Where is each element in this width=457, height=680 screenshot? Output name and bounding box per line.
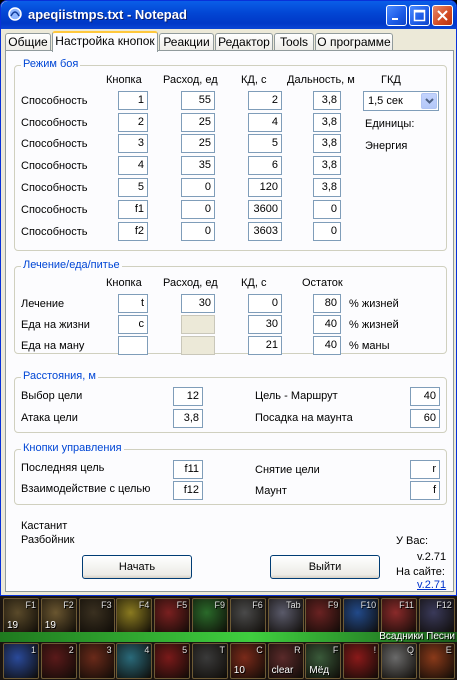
interact-label: Взаимодействие с целью (21, 483, 151, 495)
slot-keybind: F10 (360, 600, 377, 610)
ability-range-field[interactable]: 3,8 (313, 91, 341, 110)
close-icon (436, 9, 449, 22)
food-hp-key-field[interactable]: c (118, 315, 148, 334)
action-slot[interactable] (230, 598, 266, 634)
tab-editor[interactable]: Редактор (215, 33, 273, 51)
settings-panel (5, 50, 454, 592)
ability-range-field[interactable]: 3,8 (313, 113, 341, 132)
header-cost: Расход, ед (163, 74, 218, 86)
untarget-label: Снятие цели (255, 464, 320, 476)
healing-group (14, 259, 447, 354)
action-slot[interactable] (305, 598, 341, 634)
mount-label: Маунт (255, 485, 287, 497)
header-key: Кнопка (106, 74, 142, 86)
character-class: Разбойник (21, 534, 75, 546)
healing-group-title: Лечение/еда/питье (23, 259, 120, 271)
action-slot[interactable] (154, 643, 190, 679)
ability-cd-field[interactable]: 5 (248, 134, 282, 153)
action-slot[interactable] (116, 598, 152, 634)
select-target-field[interactable]: 12 (173, 387, 203, 406)
slot-count: 19 (7, 620, 19, 631)
dropdown-arrow[interactable] (421, 93, 437, 109)
heal-cost-field[interactable]: 30 (181, 294, 215, 313)
minimize-button[interactable] (386, 5, 407, 26)
header-cost: Расход, ед (163, 277, 218, 289)
action-slot[interactable] (3, 598, 39, 634)
ability-cost-field[interactable]: 35 (181, 156, 215, 175)
action-slot[interactable] (343, 643, 379, 679)
action-slot[interactable] (3, 643, 39, 679)
slot-keybind: Tab (286, 600, 301, 610)
food-hp-cost-field (181, 315, 215, 334)
header-remain: Остаток (302, 277, 343, 289)
ability-key-field[interactable]: 1 (118, 91, 148, 110)
tab-reactions[interactable]: Реакции (159, 33, 214, 51)
controls-group (14, 442, 447, 505)
tab-about[interactable]: О программе (315, 33, 393, 51)
food-hp-unit-label: % жизней (349, 319, 399, 331)
start-button[interactable]: Начать (82, 555, 192, 579)
slot-count: Мёд (309, 665, 330, 676)
slot-count: 10 (233, 665, 245, 676)
action-slot[interactable] (381, 598, 417, 634)
action-slot[interactable] (419, 598, 455, 634)
slot-keybind: F (332, 645, 339, 655)
tab-general[interactable]: Общие (5, 33, 51, 51)
close-button[interactable] (432, 5, 453, 26)
slot-keybind: ! (373, 645, 377, 655)
slot-keybind: F9 (327, 600, 339, 610)
gcd-select-value: 1,5 сек (368, 95, 403, 107)
ability-key-field[interactable]: f1 (118, 200, 148, 219)
interact-field[interactable]: f12 (173, 481, 203, 500)
chevron-down-icon (425, 98, 434, 104)
action-slot[interactable] (343, 598, 379, 634)
last-target-field[interactable]: f11 (173, 460, 203, 479)
ability-key-field[interactable]: f2 (118, 222, 148, 241)
tab-strip (5, 31, 454, 51)
action-slot[interactable] (116, 643, 152, 679)
slot-keybind: Q (406, 645, 414, 655)
select-target-label: Выбор цели (21, 390, 83, 402)
food-mana-cd-field[interactable]: 21 (248, 336, 282, 355)
ability-label: Способность (21, 182, 88, 194)
header-cd: КД, с (241, 277, 267, 289)
action-slot[interactable] (381, 643, 417, 679)
slot-keybind: C (256, 645, 263, 655)
action-slot[interactable] (268, 598, 304, 634)
food-hp-remain-field[interactable]: 40 (313, 315, 341, 334)
site-version-label: На сайте: (396, 566, 445, 578)
ability-cd-field[interactable]: 3603 (248, 222, 282, 241)
slot-keybind: F5 (176, 600, 188, 610)
ability-cost-field[interactable]: 55 (181, 91, 215, 110)
ability-cost-field[interactable]: 0 (181, 200, 215, 219)
mount-landing-field[interactable]: 60 (410, 409, 440, 428)
ability-range-field[interactable]: 0 (313, 222, 341, 241)
ability-range-field[interactable]: 3,8 (313, 134, 341, 153)
ability-key-field[interactable]: 4 (118, 156, 148, 175)
ability-label: Способность (21, 117, 88, 129)
header-range: Дальность, м (287, 74, 355, 86)
ability-range-field[interactable]: 3,8 (313, 178, 341, 197)
target-route-field[interactable]: 40 (410, 387, 440, 406)
ability-range-field[interactable]: 0 (313, 200, 341, 219)
ability-cd-field[interactable]: 2 (248, 91, 282, 110)
local-version: v.2.71 (417, 551, 447, 563)
header-cd: КД, с (241, 74, 267, 86)
slot-keybind: 4 (144, 645, 150, 655)
app-icon (7, 6, 23, 22)
units-label: Единицы: (365, 118, 415, 130)
exit-button[interactable]: Выйти (270, 555, 380, 579)
action-slot[interactable] (79, 643, 115, 679)
food-mana-unit-label: % маны (349, 340, 390, 352)
food-mana-cost-field (181, 336, 215, 355)
slot-keybind: F11 (399, 600, 414, 610)
attack-target-label: Атака цели (21, 412, 78, 424)
last-target-label: Последняя цель (21, 462, 105, 474)
food-hp-label: Еда на жизни (21, 319, 90, 331)
food-mana-label: Еда на ману (21, 340, 85, 352)
action-slot[interactable] (419, 643, 455, 679)
heal-cd-field[interactable]: 0 (248, 294, 282, 313)
ability-cost-field[interactable]: 25 (181, 134, 215, 153)
mount-landing-label: Посадка на маунта (255, 412, 353, 424)
local-version-label: У Вас: (396, 535, 429, 547)
maximize-button[interactable] (409, 5, 430, 26)
slot-keybind: R (294, 645, 301, 655)
ability-cost-field[interactable]: 25 (181, 113, 215, 132)
ability-key-field[interactable]: 2 (118, 113, 148, 132)
food-mana-remain-field[interactable]: 40 (313, 336, 341, 355)
ability-label: Способность (21, 226, 88, 238)
slot-count: 19 (44, 620, 56, 631)
slot-keybind: F3 (101, 600, 112, 610)
slot-keybind: F2 (63, 600, 74, 610)
untarget-field[interactable]: r (410, 460, 440, 479)
slot-keybind: F1 (25, 600, 36, 610)
action-slot[interactable] (192, 643, 228, 679)
window-title: apeqiistmps.txt - Notepad (28, 7, 187, 22)
minimize-icon (390, 9, 403, 22)
ability-label: Способность (21, 95, 88, 107)
ability-label: Способность (21, 204, 88, 216)
title-bar[interactable] (1, 1, 457, 29)
character-name: Кастанит (21, 520, 68, 532)
food-mana-key-field[interactable] (118, 336, 148, 355)
ability-cd-field[interactable]: 120 (248, 178, 282, 197)
action-slot[interactable] (79, 598, 115, 634)
gcd-select[interactable] (363, 91, 439, 111)
slot-keybind: 1 (30, 645, 36, 655)
tab-tools[interactable]: Tools (274, 33, 314, 51)
heal-label: Лечение (21, 298, 65, 310)
action-slot[interactable] (268, 643, 304, 679)
slot-keybind: 5 (182, 645, 188, 655)
heal-key-field[interactable]: t (118, 294, 148, 313)
reputation-label: Всадники Песни (379, 631, 455, 642)
action-slot[interactable] (192, 598, 228, 634)
header-gcd: ГКД (381, 74, 401, 86)
slot-keybind: E (445, 645, 452, 655)
action-slot[interactable] (41, 643, 77, 679)
slot-keybind: 2 (68, 645, 74, 655)
slot-keybind: F4 (138, 600, 150, 610)
ability-key-field[interactable]: 3 (118, 134, 148, 153)
target-route-label: Цель - Маршрут (255, 390, 338, 402)
ability-range-field[interactable]: 3,8 (313, 156, 341, 175)
site-version-link[interactable]: v.2.71 (417, 579, 447, 591)
header-key: Кнопка (106, 277, 142, 289)
action-slot[interactable] (154, 598, 190, 634)
slot-count: clear (271, 665, 294, 676)
heal-remain-field[interactable]: 80 (313, 294, 341, 313)
maximize-icon (413, 9, 426, 22)
action-slot[interactable] (230, 643, 266, 679)
action-slot[interactable] (305, 643, 341, 679)
units-value: Энергия (365, 140, 408, 152)
ability-cost-field[interactable]: 0 (181, 178, 215, 197)
mount-field[interactable]: f (410, 481, 440, 500)
action-slot[interactable] (41, 598, 77, 634)
slot-keybind: F12 (436, 600, 452, 610)
attack-target-field[interactable]: 3,8 (173, 409, 203, 428)
ability-cost-field[interactable]: 0 (181, 222, 215, 241)
slot-keybind: F6 (252, 600, 263, 610)
slot-keybind: 3 (106, 645, 112, 655)
ability-cd-field[interactable]: 4 (248, 113, 282, 132)
slot-keybind: F9 (214, 600, 225, 610)
food-hp-cd-field[interactable]: 30 (248, 315, 282, 334)
ability-cd-field[interactable]: 3600 (248, 200, 282, 219)
ability-label: Способность (21, 160, 88, 172)
distances-group (14, 370, 447, 433)
distances-group-title: Расстояния, м (23, 370, 96, 382)
ability-cd-field[interactable]: 6 (248, 156, 282, 175)
tab-button-settings[interactable]: Настройка кнопок (52, 31, 158, 52)
heal-unit-label: % жизней (349, 298, 399, 310)
ability-label: Способность (21, 138, 88, 150)
combat-group (14, 58, 447, 251)
controls-group-title: Кнопки управления (23, 442, 122, 454)
slot-keybind: T (219, 645, 225, 655)
combat-group-title: Режим боя (23, 58, 79, 70)
ability-key-field[interactable]: 5 (118, 178, 148, 197)
